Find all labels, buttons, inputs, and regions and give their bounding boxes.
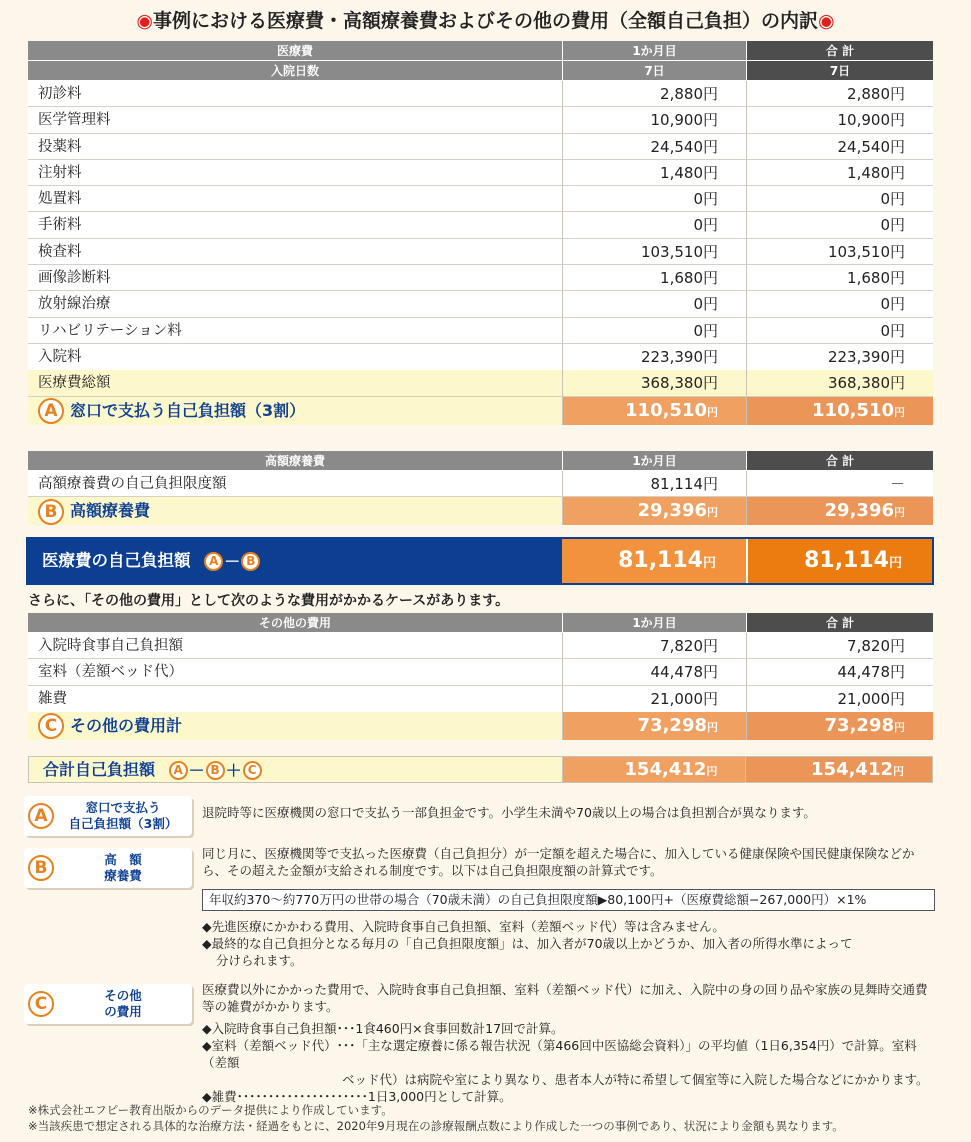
other-c-row xyxy=(28,712,933,740)
other-c-label-cell xyxy=(28,712,562,740)
minus-op: － xyxy=(224,551,241,571)
other-header-total: 合 計 xyxy=(746,613,933,632)
other-header-label: その他の費用 xyxy=(258,616,331,630)
grand-total-label-cell xyxy=(29,757,562,782)
row-label: 画像診断料 xyxy=(38,270,111,287)
header-month: 1か月目 xyxy=(562,41,746,60)
row-label: 雑費 xyxy=(38,690,67,707)
other-c-total-value: 73,298 xyxy=(824,714,894,736)
row-month: 0円 xyxy=(562,186,746,211)
mark-b-icon: B xyxy=(241,552,260,571)
row-month: 1,480円 xyxy=(562,160,746,185)
legend-a-label xyxy=(58,796,188,836)
legend-b-label-line2: 療養費 xyxy=(104,868,142,883)
kogaku-b-month xyxy=(562,497,746,525)
legend-a-label-line2: 自己負担額（3割） xyxy=(68,816,178,831)
table-row xyxy=(28,107,933,133)
other-c-label: その他の費用計 xyxy=(70,715,183,735)
kogaku-b-label-cell xyxy=(28,497,562,525)
mark-a-icon: A xyxy=(38,398,64,424)
table-row xyxy=(28,160,933,186)
legend-b-badge xyxy=(24,848,192,888)
row-month: 0円 xyxy=(562,212,746,237)
table-row xyxy=(28,134,933,160)
legend-a-badge xyxy=(24,796,192,836)
copay-a-month xyxy=(562,397,746,425)
row-total: 7,820円 xyxy=(746,633,933,658)
table-row xyxy=(28,344,933,370)
kogaku-limit-total: － xyxy=(746,471,933,496)
legend-a-desc: 退院時等に医療機関の窓口で支払う一部負担金です。小学生未満や70歳以上の場合は負担割合が異なります。 xyxy=(202,805,816,820)
total-month: 368,380円 xyxy=(562,370,746,395)
net-copay-month-value: 81,114 xyxy=(618,548,703,573)
row-total: 0円 xyxy=(746,318,933,343)
mark-c-icon: C xyxy=(28,991,54,1017)
row-total: 1,480円 xyxy=(746,160,933,185)
row-month: 103,510円 xyxy=(562,239,746,264)
yen-unit: 円 xyxy=(707,506,718,520)
yen-unit: 円 xyxy=(893,765,904,778)
row-month: 223,390円 xyxy=(562,344,746,370)
row-month: 10,900円 xyxy=(562,107,746,132)
grand-total-label: 合計自己負担額 xyxy=(43,760,156,779)
other-rows xyxy=(28,633,933,712)
mark-c-icon: C xyxy=(38,713,64,739)
legend-c-bullets xyxy=(202,1020,937,1105)
yen-unit: 円 xyxy=(702,556,716,571)
table-row xyxy=(28,291,933,317)
net-copay-total xyxy=(746,539,932,583)
medical-cost-table xyxy=(28,41,933,425)
other-c-total xyxy=(746,712,933,740)
net-copay-label: 医療費の自己負担額 xyxy=(42,551,191,570)
legend-c-label xyxy=(58,984,188,1024)
table-row xyxy=(28,186,933,212)
days-label: 入院日数 xyxy=(270,64,319,78)
kogaku-limit-month: 81,114円 xyxy=(562,471,746,496)
legend-b-label xyxy=(58,848,188,888)
table-row xyxy=(28,239,933,265)
other-header-row xyxy=(28,613,933,633)
kogaku-b-label: 高額療養費 xyxy=(70,501,151,521)
legend-c-bullet3: ◆雑費･････････････････････1日3,000円として計算。 xyxy=(202,1089,512,1104)
other-c-month xyxy=(562,712,746,740)
table-row xyxy=(28,265,933,291)
kogaku-b-total xyxy=(746,497,933,525)
yen-unit: 円 xyxy=(894,506,905,520)
net-copay-label-cell xyxy=(28,539,562,583)
legend-c-label-line2: の費用 xyxy=(104,1004,142,1019)
days-total: 7日 xyxy=(746,61,933,80)
yen-unit: 円 xyxy=(894,405,905,419)
medical-rows xyxy=(28,81,933,370)
yen-unit: 円 xyxy=(707,720,718,734)
row-total: 21,000円 xyxy=(746,686,933,712)
kogaku-header-label: 高額療養費 xyxy=(264,454,325,468)
page-title-text: 事例における医療費・高額療養費およびその他の費用（全額自己負担）の内訳 xyxy=(152,10,818,32)
kogaku-b-total-value: 29,396 xyxy=(824,500,894,522)
mark-b-icon: B xyxy=(206,761,225,780)
row-total: 0円 xyxy=(746,212,933,237)
grand-total-bar xyxy=(28,756,933,783)
row-label: 放射線治療 xyxy=(38,296,111,313)
kogaku-header-total: 合 計 xyxy=(746,451,933,470)
plus-op: ＋ xyxy=(225,761,242,780)
other-costs-table xyxy=(28,613,933,740)
legend-c-bullet2-line1: ◆室料（差額ベッド代）･･･「主な選定療養に係る報告状況（第466回中医協総会資料）」の平均値（1日6,354円）で計算。室料（差額 xyxy=(202,1038,917,1070)
row-total: 44,478円 xyxy=(746,659,933,684)
legend-c-label-line1: その他 xyxy=(104,988,142,1003)
total-label: 医療費総額 xyxy=(38,375,111,392)
days-header-row xyxy=(28,61,933,81)
legend-c-badge xyxy=(24,984,192,1024)
table-row xyxy=(28,686,933,712)
legend-b-desc: 同じ月に、医療機関等で支払った医療費（自己負担分）が一定額を超えた場合に、加入している健康保険や国民健康保険などから、その超えた金額が支給される制度です。以下は自己負担限度額の計算式です。 xyxy=(202,846,915,878)
yen-unit: 円 xyxy=(894,720,905,734)
kogaku-limit-label: 高額療養費の自己負担限度額 xyxy=(38,476,227,492)
kogaku-b-row xyxy=(28,497,933,525)
row-label: リハビリテーション料 xyxy=(38,322,182,339)
grand-total-total xyxy=(745,757,932,782)
kogaku-formula: 年収約370～約770万円の世帯の場合（70歳未満）の自己負担限度額▶80,100円+（医療費総額−267,000円）×1% xyxy=(202,889,935,911)
copay-a-total-value: 110,510 xyxy=(812,399,894,421)
copay-a-month-value: 110,510 xyxy=(625,399,707,421)
kogaku-limit-row xyxy=(28,471,933,497)
table-row xyxy=(28,659,933,685)
row-label: 室料（差額ベッド代） xyxy=(38,664,183,681)
row-month: 2,880円 xyxy=(562,81,746,106)
legend-a-label-line1: 窓口で支払う xyxy=(85,800,161,815)
row-month: 0円 xyxy=(562,291,746,316)
target-mark-right-icon: ◉ xyxy=(818,10,835,32)
row-total: 10,900円 xyxy=(746,107,933,132)
footnote-2: ※当該疾患で想定される具体的な治療方法・経過をもとに、2020年9月現在の診療報酬点数により作成した一つの事例であり、状況により金額も異なります。 xyxy=(28,1119,844,1133)
copay-a-label: 窓口で支払う自己負担額（3割） xyxy=(70,400,306,420)
page-title xyxy=(0,6,971,36)
yen-unit: 円 xyxy=(707,405,718,419)
row-month: 44,478円 xyxy=(562,659,746,684)
row-total: 1,680円 xyxy=(746,265,933,290)
row-label: 検査料 xyxy=(38,243,82,260)
legend-b-bullet1: ◆先進医療にかかわる費用、入院時食事自己負担額、室料（差額ベッド代）等は含みません。 xyxy=(202,919,725,934)
row-total: 0円 xyxy=(746,186,933,211)
medical-total-row xyxy=(28,370,933,396)
legend-b-bullet2-line1: ◆最終的な自己負担分となる毎月の「自己負担限度額」は、加入者が70歳以上かどうか、加入者の所得水準によって xyxy=(202,936,853,951)
row-total: 103,510円 xyxy=(746,239,933,264)
row-total: 223,390円 xyxy=(746,344,933,370)
net-copay-bar xyxy=(26,537,934,585)
row-label: 入院時食事自己負担額 xyxy=(38,638,183,654)
minus-op: － xyxy=(188,761,205,780)
days-month: 7日 xyxy=(562,61,746,80)
row-month: 24,540円 xyxy=(562,134,746,159)
row-label: 注射料 xyxy=(38,164,82,181)
net-copay-total-value: 81,114 xyxy=(804,548,889,573)
grand-total-month xyxy=(562,757,746,782)
row-label: 医学管理料 xyxy=(38,112,111,129)
mark-c-icon: C xyxy=(243,761,262,780)
row-month: 7,820円 xyxy=(562,633,746,658)
row-total: 2,880円 xyxy=(746,81,933,106)
mark-b-icon: B xyxy=(38,499,64,525)
kogaku-table xyxy=(28,451,933,525)
net-copay-month xyxy=(562,539,746,583)
footnote-1: ※株式会社エフピー教育出版からのデータ提供により作成しています。 xyxy=(28,1103,393,1117)
yen-unit: 円 xyxy=(706,765,718,778)
table-row xyxy=(28,81,933,107)
legend-c-bullet2-line2: ベッド代）は病院や室により異なり、患者本人が特に希望して個室等に入院した場合などにかかります。 xyxy=(342,1072,929,1087)
row-label: 入院料 xyxy=(38,348,82,365)
table-row xyxy=(28,212,933,238)
legend-c-desc: 医療費以外にかかった費用で、入院時食事自己負担額、室料（差額ベッド代）に加え、入院中の身の回り品や家族の見舞時交通費等の雑費がかかります。 xyxy=(202,982,928,1014)
yen-unit: 円 xyxy=(888,556,902,571)
legend-c-bullet1: ◆入院時食事自己負担額･･･1食460円×食事回数計17回で計算。 xyxy=(202,1021,564,1036)
row-total: 24,540円 xyxy=(746,134,933,159)
target-mark-left-icon: ◉ xyxy=(136,10,153,32)
mark-a-icon: A xyxy=(204,552,223,571)
kogaku-header-month: 1か月目 xyxy=(562,451,746,470)
row-month: 21,000円 xyxy=(562,686,746,712)
table-row xyxy=(28,318,933,344)
mark-a-icon: A xyxy=(28,803,54,829)
copay-a-label-cell xyxy=(28,397,562,425)
total-total: 368,380円 xyxy=(746,370,933,395)
mark-a-icon: A xyxy=(169,761,188,780)
row-total: 0円 xyxy=(746,291,933,316)
header-total: 合 計 xyxy=(746,41,933,60)
other-c-month-value: 73,298 xyxy=(637,714,707,736)
legend-b-label-line1: 高 額 xyxy=(104,852,142,867)
footnotes xyxy=(28,1102,844,1134)
row-month: 0円 xyxy=(562,318,746,343)
kogaku-header-row xyxy=(28,451,933,471)
row-label: 投薬料 xyxy=(38,138,82,155)
row-label: 手術料 xyxy=(38,217,82,234)
other-header-month: 1か月目 xyxy=(562,613,746,632)
header-label: 医療費 xyxy=(276,44,313,58)
row-month: 1,680円 xyxy=(562,265,746,290)
copay-a-row xyxy=(28,397,933,425)
copay-a-total xyxy=(746,397,933,425)
row-label: 初診料 xyxy=(38,86,82,102)
other-costs-intro: さらに、「その他の費用」として次のような費用がかかるケースがあります。 xyxy=(28,593,510,609)
kogaku-b-month-value: 29,396 xyxy=(637,500,707,522)
legend-b-bullet2-line2: 分けられます。 xyxy=(216,953,303,968)
table-row xyxy=(28,633,933,659)
row-label: 処置料 xyxy=(38,191,82,208)
mark-b-icon: B xyxy=(28,855,54,881)
legend-b-bullets xyxy=(202,918,937,969)
medical-header-row xyxy=(28,41,933,61)
grand-total-total-value: 154,412 xyxy=(811,759,893,780)
grand-total-month-value: 154,412 xyxy=(624,759,707,780)
